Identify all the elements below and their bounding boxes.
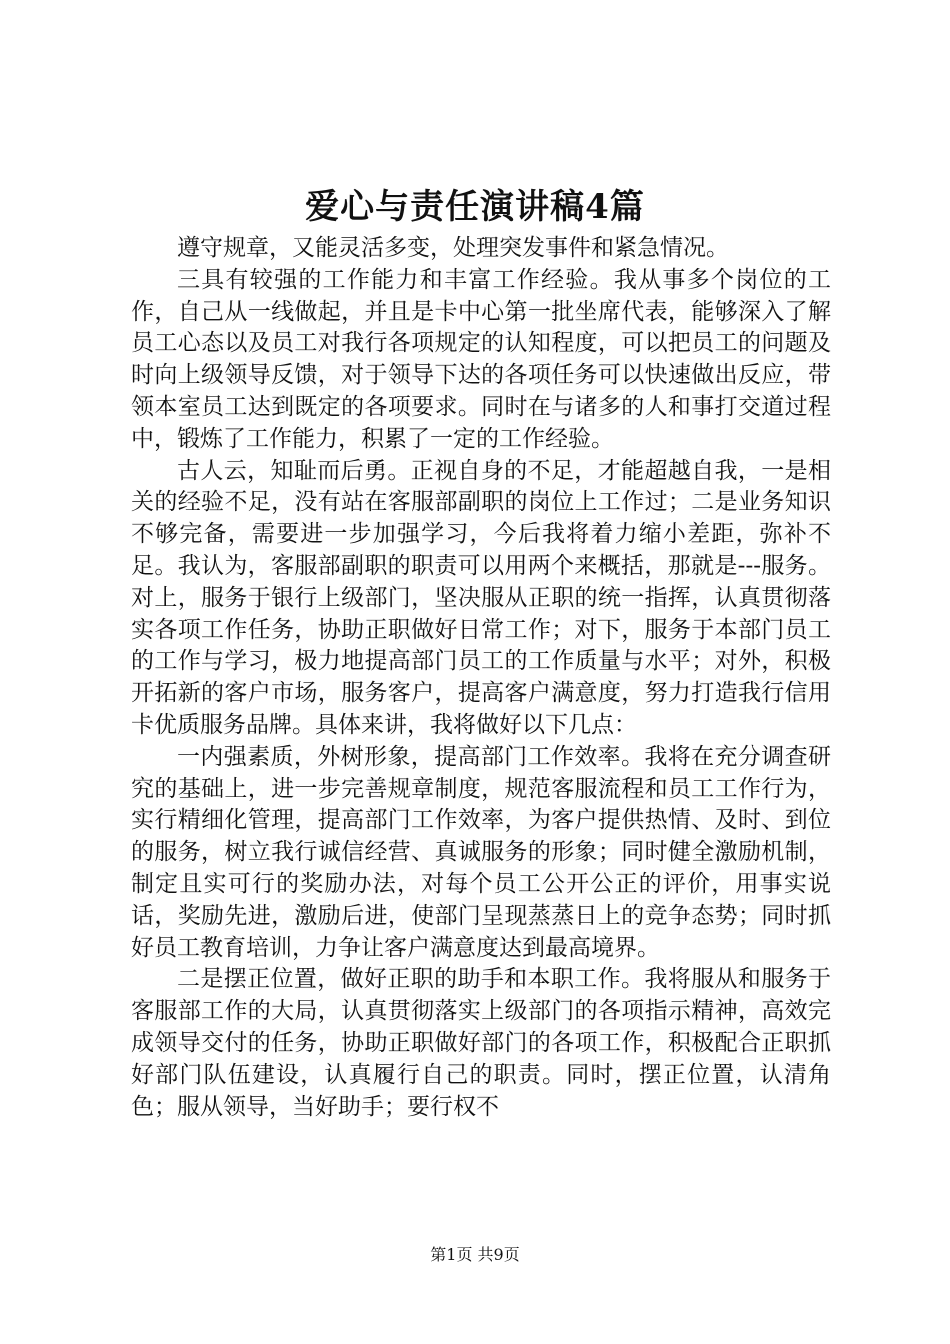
paragraph: 一内强素质，外树形象，提高部门工作效率。我将在充分调查研究的基础上，进一步完善规章制度，规范客服流程和员工工作行为，实行精细化管理，提高部门工作效率，为客户提供热情、及时、到位的服务，树立我行诚信经营、真诚服务的形象；同时健全激励机制，制定且实可行的奖励办法，对每个员工公开公正的评价，用事实说话，奖励先进，激励后进，使部门呈现蒸蒸日上的竞争态势；同时抓好员工教育培训，力争让客户满意度达到最高境界。 xyxy=(131,743,831,961)
document-body xyxy=(131,233,831,1123)
document-title: 爱心与责任演讲稿4篇 xyxy=(305,187,645,227)
paragraph: 二是摆正位置，做好正职的助手和本职工作。我将服从和服务于客服部工作的大局，认真贯彻落实上级部门的各项指示精神，高效完成领导交付的任务，协助正职做好部门的各项工作，积极配合正职抓好部门队伍建设，认真履行自己的职责。同时，摆正位置，认清角色；服从领导，当好助手；要行权不 xyxy=(131,966,831,1120)
paragraph: 三具有较强的工作能力和丰富工作经验。我从事多个岗位的工作，自己从一线做起，并且是卡中心第一批坐席代表，能够深入了解员工心态以及员工对我行各项规定的认知程度，可以把员工的问题及时向上级领导反馈，对于领导下达的各项任务可以快速做出反应，带领本室员工达到既定的各项要求。同时在与诸多的人和事打交道过程中，锻炼了工作能力，积累了一定的工作经验。 xyxy=(131,266,831,452)
paragraph: 古人云，知耻而后勇。正视自身的不足，才能超越自我，一是相关的经验不足，没有站在客服部副职的岗位上工作过；二是业务知识不够完备，需要进一步加强学习，今后我将着力缩小差距，弥补不足。我认为，客服部副职的职责可以用两个来概括，那就是---服务。对上，服务于银行上级部门，坚决服从正职的统一指挥，认真贯彻落实各项工作任务，协助正职做好日常工作；对下，服务于本部门员工的工作与学习，极力地提高部门员工的工作质量与水平；对外，积极开拓新的客户市场，服务客户，提高客户满意度，努力打造我行信用卡优质服务品牌。具体来讲，我将做好以下几点： xyxy=(131,457,831,738)
paragraph: 遵守规章，又能灵活多变，处理突发事件和紧急情况。 xyxy=(177,235,729,261)
page-number-footer: 第1页 共9页 xyxy=(430,1245,520,1264)
